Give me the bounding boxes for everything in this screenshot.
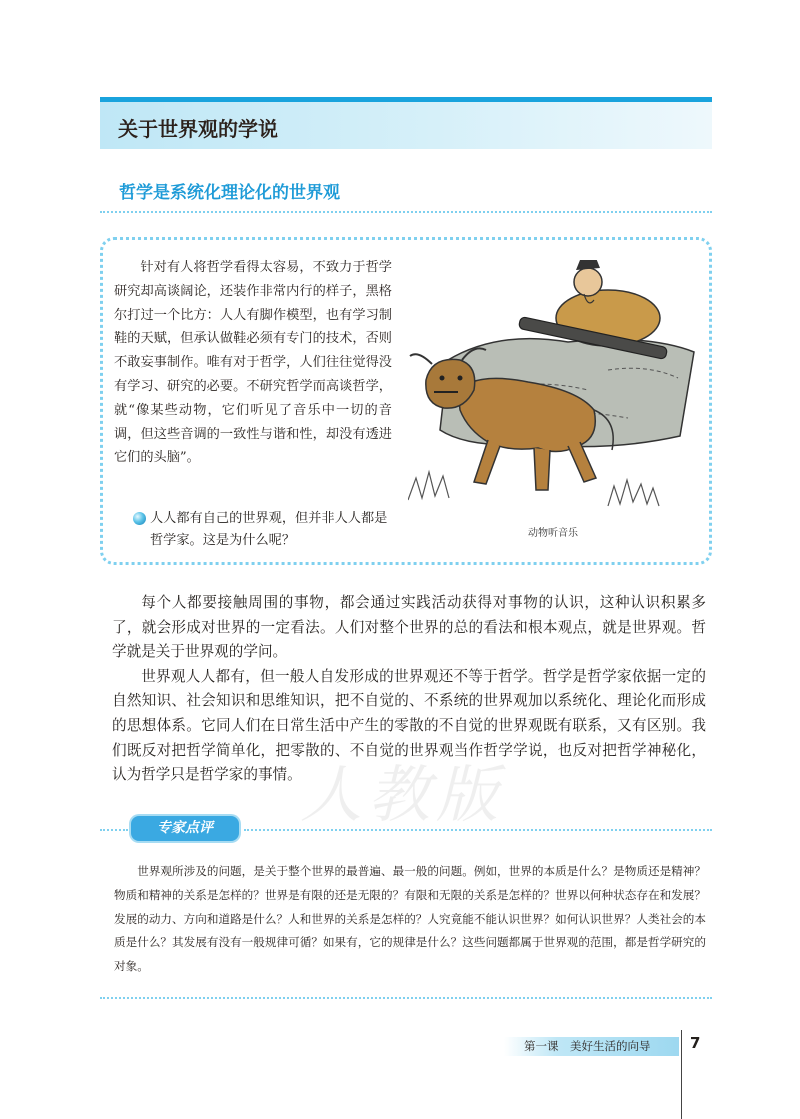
story-question-text: 人人都有自己的世界观，但并非人人都是哲学家。这是为什么呢？ [150,511,388,548]
section-header [100,97,712,149]
ox-music-illustration [408,260,698,512]
blue-sphere-icon [133,512,146,525]
story-paragraph: 针对有人将哲学看得太容易，不致力于哲学研究却高谈阔论，还装作非常内行的样子，黑格尔打过一个比方：人人有脚作模型，也有学习制鞋的天赋，但承认做鞋必须有专门的技术，否则不敢妄事制作。唯有对于哲学，人们往往觉得没有学习、研究的必要。不研究哲学而高谈哲学，就“像某些动物，它们听见了音乐中一切的音调，但这些音调的一致性与谐和性，却没有透进它们的头脑”。 [114,260,392,466]
expert-bottom-divider [100,997,712,999]
body-text [112,591,706,788]
body-paragraph-2: 世界观人人都有，但一般人自发形成的世界观还不等于哲学。哲学是哲学家依据一定的自然知识、社会知识和思维知识，把不自觉的、不系统的世界观加以系统化、理论化而形成的思想体系。它同人们在日常生活中产生的零散的不自觉的世界观既有联系，又有区别。我们既反对把哲学简单化，把零散的、不自觉的世界观当作哲学学说，也反对把哲学神秘化，认为哲学只是哲学家的事情。 [112,667,706,784]
illustration-caption: 动物听音乐 [528,528,578,539]
subheading-divider [100,211,712,213]
section-title: 关于世界观的学说 [118,117,278,141]
subheading: 哲学是系统化理论化的世界观 [119,183,340,203]
footer-lesson-bar [504,1037,679,1056]
footer-lesson-title: 第一课 美好生活的向导 [524,1039,651,1053]
watermark: 人教版 [300,758,505,831]
story-text [114,256,392,470]
footer-divider [681,1030,682,1119]
body-paragraph-1: 每个人都要接触周围的事物，都会通过实践活动获得对事物的认识，这种认识积累多了，就会形成对世界的一定看法。人们对整个世界的总的看法和根本观点，就是世界观。哲学就是关于世界观的学问。 [112,594,706,661]
expert-text [114,860,706,979]
expert-paragraph: 世界观所涉及的问题，是关于整个世界的最普遍、最一般的问题。例如，世界的本质是什么？是物质还是精神？物质和精神的关系是怎样的？世界是有限的还是无限的？有限和无限的关系是怎样的？世界以何种状态存在和发展？发展的动力、方向和道路是什么？人和世界的关系是怎样的？人究竟能不能认识世界？如何认识世界？人类社会的本质是什么？其发展有没有一般规律可循？如果有，它的规律是什么？这些问题都属于世界观的范围，都是哲学研究的对象。 [114,864,706,974]
expert-comment-tag: 专家点评 [131,816,239,841]
expert-divider-right [244,829,712,831]
expert-divider-left [100,829,128,831]
story-question [150,508,400,552]
page-number: 7 [690,1034,701,1052]
